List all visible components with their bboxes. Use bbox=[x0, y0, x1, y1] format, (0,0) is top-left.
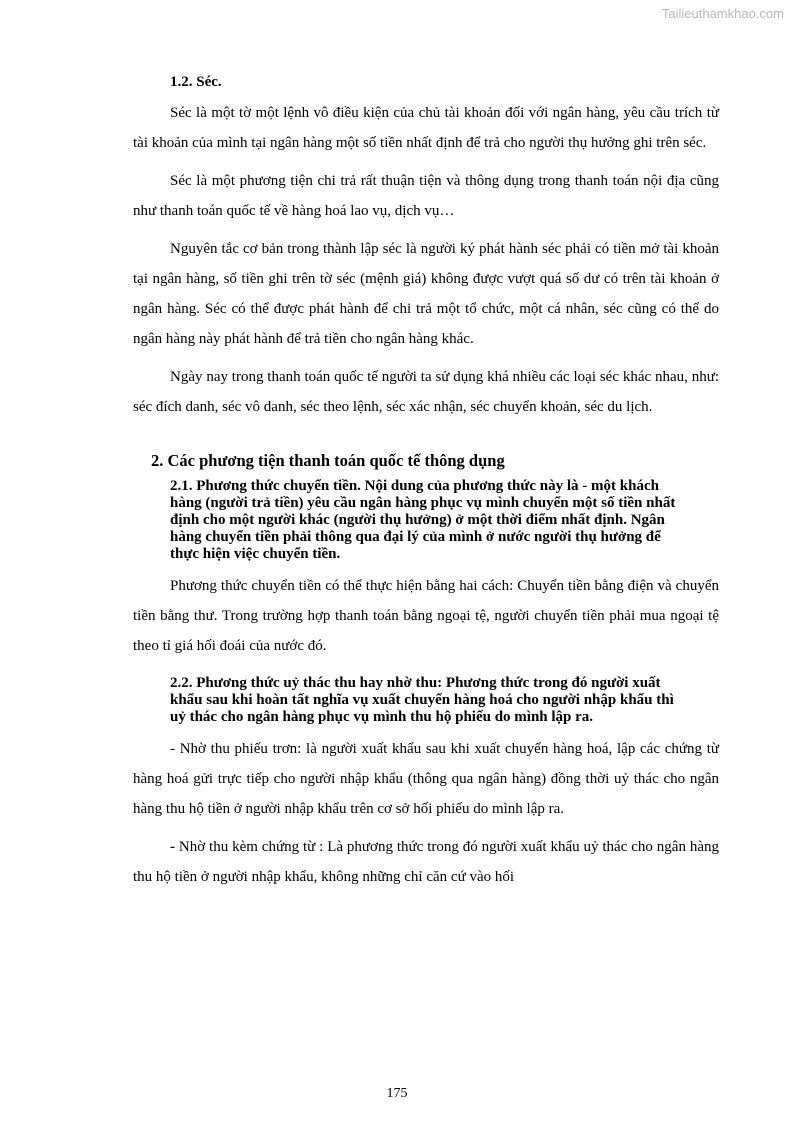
paragraph-2-1: Phương thức chuyển tiền có thể thực hiện bằng hai cách: Chuyển tiền bằng điện và chuyển tiền bằng thư. Trong trường hợp thanh toán bằng ngoại tệ, người chuyển tiền phải mua ngoại tệ theo tỉ giá hối đoái của nước đó. bbox=[133, 578, 719, 654]
paragraph-2: Séc là một phương tiện chi trả rất thuận tiện và thông dụng trong thanh toán nội địa cũng như thanh toán quốc tế về hàng hoá lao vụ, dịch vụ… bbox=[133, 173, 719, 219]
paragraph-4: Ngày nay trong thanh toán quốc tế người ta sử dụng khá nhiều các loại séc khác nhau, như: séc đích danh, séc vô danh, séc theo lệnh, séc xác nhận, séc chuyển khoản, séc du lịch. bbox=[133, 369, 719, 415]
section-heading-1-2: 1.2. Séc. bbox=[170, 74, 222, 90]
paragraph-3: Nguyên tắc cơ bản trong thành lập séc là người ký phát hành séc phải có tiền mở tài khoản tại ngân hàng, số tiền ghi trên tờ séc (mệnh giá) không được vượt quá số dư có trên tài khoản ở ngân hàng. Séc có thể được phát hành để chi trả một tổ chức, một cá nhân, séc cũng có thể do ngân hàng này phát hành để trả tiền cho ngân hàng khác. bbox=[133, 241, 719, 347]
subsection-heading-2-1: 2.1. Phương thức chuyển tiền. Nội dung của phương thức này là - một khách hàng (người trả tiền) yêu cầu ngân hàng phục vụ mình chuyển một số tiền nhất định cho một người khác (người thụ hưởng) ở một thời điểm nhất định. Ngân hàng chuyển tiền phải thông qua đại lý của mình ở nước người thụ hưởng để thực hiện việc chuyển tiền. bbox=[170, 478, 676, 562]
page-body bbox=[133, 72, 719, 900]
section-heading-2: 2. Các phương tiện thanh toán quốc tế thông dụng bbox=[151, 451, 505, 470]
watermark: Tailieuthamkhao.com bbox=[661, 6, 784, 21]
list-item-text: Nhờ thu phiếu trơn: là người xuất khẩu sau khi xuất chuyển hàng hoá, lập các chứng từ hàng hoá gửi trực tiếp cho người nhập khẩu (thông qua ngân hàng) đồng thời uỷ thác cho ngân hàng thu hộ tiền ở người nhập khẩu trên cơ sở hối phiếu do mình lập ra. bbox=[133, 741, 719, 817]
list-item-text: Nhờ thu kèm chứng từ : Là phương thức trong đó người xuất khẩu uỷ thác cho ngân hàng thu hộ tiền ở người nhập khẩu, không những chỉ căn cứ vào hối bbox=[133, 839, 719, 885]
list-dash: - bbox=[170, 741, 175, 757]
list-dash: - bbox=[170, 839, 175, 855]
list-item-kem-chung-tu bbox=[133, 832, 719, 892]
page-number: 175 bbox=[386, 1086, 408, 1101]
list-item-phieu-tron bbox=[133, 734, 719, 824]
paragraph-1: Séc là một tờ một lệnh vô điều kiện của chủ tài khoản đối với ngân hàng, yêu cầu trích từ tài khoản của mình tại ngân hàng một số tiền nhất định để trả cho người thụ hưởng ghi trên séc. bbox=[133, 105, 719, 151]
subsection-heading-2-2: 2.2. Phương thức uỷ thác thu hay nhờ thu: Phương thức trong đó người xuất khẩu sau khi hoàn tất nghĩa vụ xuất chuyển hàng hoá cho người nhập khẩu thì uỷ thác cho ngân hàng phục vụ mình thu hộ phiếu do mình lập ra. bbox=[170, 675, 674, 725]
